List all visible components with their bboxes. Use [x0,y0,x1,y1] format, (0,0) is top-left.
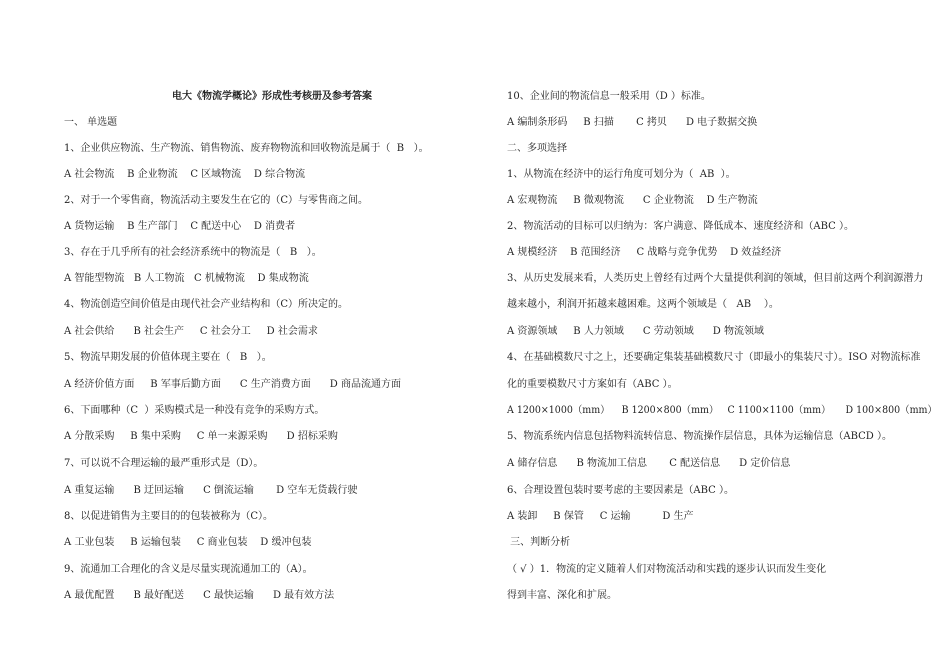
multi-options-2: A 规模经济 B 范围经济 C 战略与竞争优势 D 效益经济 [507,247,782,258]
multi-question-4-line-2: 化的重要模数尺寸方案如有（ABC ）。 [507,379,678,390]
multi-options-6: A 装卸 B 保管 C 运输 D 生产 [507,511,694,522]
options-3: A 智能型物流 B 人工物流 C 机械物流 D 集成物流 [64,273,309,284]
question-6: 6、下面哪种（C ）采购模式是一种没有竞争的采购方式。 [64,405,325,416]
question-7: 7、可以说不合理运输的最严重形式是（D）。 [64,458,264,469]
options-9: A 最优配置 B 最好配送 C 最快运输 D 最有效方法 [64,590,335,601]
judgment-question-1-line-1: （ √ ）1．物流的定义随着人们对物流活动和实践的逐步认识而发生变化 [507,564,827,575]
options-7: A 重复运输 B 迂回运输 C 倒流运输 D 空车无货载行驶 [64,485,358,496]
multi-question-3-line-1: 3、从历史发展来看，人类历史上曾经有过两个大量提供利润的领域，但目前这两个利润源潜力 [507,273,924,284]
multi-question-2: 2、物流活动的目标可以归纳为：客户满意、降低成本、速度经济和（ABC ）。 [507,221,854,232]
multi-options-5: A 储存信息 B 物流加工信息 C 配送信息 D 定价信息 [507,458,791,469]
judgment-question-1-line-2: 得到丰富、深化和扩展。 [507,590,617,601]
section-heading-single-choice: 一、 单选题 [64,117,118,128]
multi-options-3: A 资源领域 B 人力领域 C 劳动领域 D 物流领域 [507,326,764,337]
options-1: A 社会物流 B 企业物流 C 区域物流 D 综合物流 [64,169,306,180]
question-9: 9、流通加工合理化的含义是尽量实现流通加工的（A）。 [64,564,313,575]
multi-question-5: 5、物流系统内信息包括物料流转信息、物流操作层信息，具体为运输信息（ABCD ）。 [507,431,892,442]
multi-options-4: A 1200×1000（mm） B 1200×800（mm） C 1100×1100（mm） D 100×800（mm） [507,405,937,416]
section-heading-true-false: 三、判断分析 [507,537,571,548]
section-heading-multiple-choice: 二、多项选择 [507,143,567,154]
options-2: A 货物运输 B 生产部门 C 配送中心 D 消费者 [64,221,296,232]
question-8: 8、以促进销售为主要目的的包装被称为（C）。 [64,511,274,522]
question-10: 10、企业间的物流信息一般采用（D ）标准。 [507,91,711,102]
right-column [507,0,937,672]
left-column [64,0,494,672]
question-5: 5、物流早期发展的价值体现主要在（ B ）。 [64,352,272,363]
multi-question-4-line-1: 4、在基础模数尺寸之上，还要确定集装基础模数尺寸（即最小的集装尺寸）。ISO 对物流标准 [507,352,921,363]
options-8: A 工业包装 B 运输包装 C 商业包装 D 缓冲包装 [64,537,312,548]
question-2: 2、对于一个零售商，物流活动主要发生在它的（C）与零售商之间。 [64,195,369,206]
options-4: A 社会供给 B 社会生产 C 社会分工 D 社会需求 [64,326,318,337]
question-1: 1、企业供应物流、生产物流、销售物流、废弃物物流和回收物流是属于（ B ）。 [64,143,429,154]
question-4: 4、物流创造空间价值是由现代社会产业结构和（C）所决定的。 [64,299,349,310]
question-3: 3、存在于几乎所有的社会经济系统中的物流是（ B ）。 [64,247,322,258]
document-title: 电大《物流学概论》形成性考核册及参考答案 [172,91,372,102]
options-5: A 经济价值方面 B 军事后勤方面 C 生产消费方面 D 商品流通方面 [64,379,401,390]
multi-question-1: 1、从物流在经济中的运行角度可划分为（ AB ）。 [507,169,736,180]
multi-question-3-line-2: 越来越小，利润开拓越来越困难。这两个领域是（ AB ）。 [507,299,779,310]
multi-question-6: 6、合理设置包装时要考虑的主要因素是（ABC ）。 [507,485,734,496]
multi-options-1: A 宏观物流 B 微观物流 C 企业物流 D 生产物流 [507,195,758,206]
options-6: A 分散采购 B 集中采购 C 单一来源采购 D 招标采购 [64,431,338,442]
options-10: A 编制条形码 B 扫描 C 拷贝 D 电子数据交换 [507,117,758,128]
